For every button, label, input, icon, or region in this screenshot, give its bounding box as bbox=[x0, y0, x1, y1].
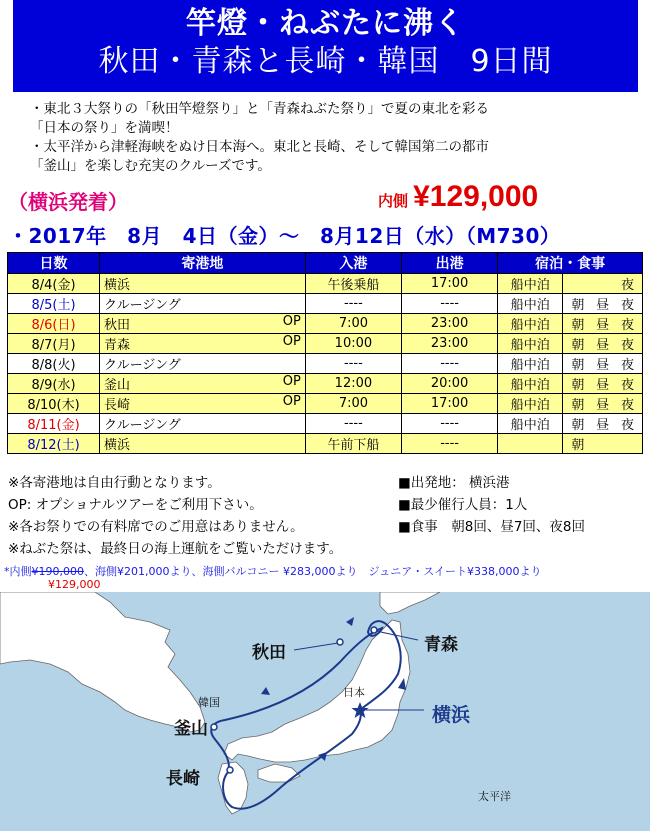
cell-departure: 23:00 bbox=[402, 334, 498, 354]
meal-breakfast: 朝 bbox=[571, 398, 585, 413]
cell-stay: 船中泊 bbox=[498, 274, 563, 294]
notes-right bbox=[398, 472, 585, 538]
meal-dinner: 夜 bbox=[620, 358, 634, 373]
meal-lunch: 昼 bbox=[596, 298, 610, 313]
cell-meals bbox=[563, 434, 643, 454]
cabin-prices bbox=[4, 563, 542, 579]
price-label: 内側 bbox=[378, 192, 409, 210]
cell-departure: ---- bbox=[402, 414, 498, 434]
label-yokohama: 横浜 bbox=[432, 704, 471, 726]
cell-arrival: 10:00 bbox=[305, 334, 401, 354]
port-name: クルージング bbox=[104, 418, 181, 433]
cell-meals bbox=[563, 394, 643, 414]
note-line: ※各お祭りでの有料席でのご用意はありません。 bbox=[8, 519, 304, 535]
description-line: 「日本の祭り」を満喫！ bbox=[30, 120, 179, 136]
header-cell-port: 寄港地 bbox=[100, 253, 306, 274]
port-dot-busan bbox=[211, 724, 217, 730]
notes-left bbox=[8, 472, 342, 560]
port-dot-nagasaki bbox=[227, 767, 233, 773]
cell-date: 8/10(木) bbox=[8, 394, 100, 414]
cell-stay: 船中泊 bbox=[498, 334, 563, 354]
cell-port bbox=[100, 294, 306, 314]
cell-date: 8/4(金) bbox=[8, 274, 100, 294]
price: ¥129,000 bbox=[413, 180, 539, 213]
cell-arrival: 7:00 bbox=[305, 314, 401, 334]
header-cell-arrival: 入港 bbox=[305, 253, 401, 274]
cell-meals bbox=[563, 354, 643, 374]
cell-arrival: ---- bbox=[305, 414, 401, 434]
table-row bbox=[8, 314, 643, 334]
cell-arrival: 午後乗船 bbox=[305, 274, 401, 294]
price-block bbox=[378, 180, 538, 214]
label-akita: 秋田 bbox=[252, 643, 286, 663]
cell-departure: 20:00 bbox=[402, 374, 498, 394]
meal-lunch: 昼 bbox=[596, 398, 610, 413]
cruise-dates: ・2017年 8月 4日（金）～ 8月12日（水）（M730） bbox=[8, 224, 561, 248]
label-pacific: 太平洋 bbox=[478, 790, 511, 803]
cell-departure: ---- bbox=[402, 294, 498, 314]
cell-departure: ---- bbox=[402, 434, 498, 454]
itinerary-table bbox=[7, 252, 643, 454]
cell-departure: 17:00 bbox=[402, 274, 498, 294]
title-banner bbox=[13, 0, 638, 92]
cell-meals bbox=[563, 274, 643, 294]
meal-breakfast: 朝 bbox=[571, 438, 585, 453]
info-line: ■出発地： 横浜港 bbox=[398, 475, 510, 491]
cell-port bbox=[100, 394, 306, 414]
itinerary-body bbox=[8, 274, 643, 454]
cell-departure: 23:00 bbox=[402, 314, 498, 334]
map-graphic bbox=[0, 592, 650, 831]
port-name: 横浜 bbox=[104, 438, 131, 453]
label-aomori: 青森 bbox=[424, 635, 458, 655]
cell-port bbox=[100, 274, 306, 294]
port-name: 秋田 bbox=[104, 318, 131, 333]
meal-breakfast: 朝 bbox=[571, 418, 585, 433]
departure-port: （横浜発着） bbox=[8, 190, 128, 214]
cell-meals bbox=[563, 334, 643, 354]
title-line-2: 秋田・青森と長崎・韓国 9日間 bbox=[98, 44, 553, 79]
description-line: 「釜山」を楽しむ充実のクルーズです。 bbox=[30, 158, 271, 174]
cell-date: 8/5(土) bbox=[8, 294, 100, 314]
cell-port bbox=[100, 354, 306, 374]
meal-breakfast: 朝 bbox=[571, 298, 585, 313]
cell-departure: 17:00 bbox=[402, 394, 498, 414]
meal-lunch: 昼 bbox=[596, 318, 610, 333]
meal-breakfast: 朝 bbox=[571, 358, 585, 373]
cabin-prefix: *内側 bbox=[4, 565, 32, 578]
cell-meals bbox=[563, 374, 643, 394]
description-line: ・東北３大祭りの「秋田竿燈祭り」と「青森ねぶた祭り」で夏の東北を彩る bbox=[30, 101, 489, 117]
optional-tour-flag: OP bbox=[282, 314, 301, 329]
note-line: OP: オプショナルツアーをご利用下さい。 bbox=[8, 497, 263, 513]
optional-tour-flag: OP bbox=[282, 374, 301, 389]
meal-dinner: 夜 bbox=[620, 378, 634, 393]
info-line: ■最少催行人員：1人 bbox=[398, 497, 528, 513]
label-busan: 釜山 bbox=[174, 719, 208, 739]
optional-tour-flag: OP bbox=[282, 394, 301, 409]
meal-breakfast: 朝 bbox=[571, 338, 585, 353]
cell-departure: ---- bbox=[402, 354, 498, 374]
cell-stay: 船中泊 bbox=[498, 354, 563, 374]
meal-breakfast: 朝 bbox=[571, 378, 585, 393]
table-row bbox=[8, 434, 643, 454]
cell-stay: 船中泊 bbox=[498, 294, 563, 314]
cell-meals bbox=[563, 294, 643, 314]
note-line: ※ねぶた祭は、最終日の海上運航をご覧いただけます。 bbox=[8, 541, 343, 557]
meal-dinner: 夜 bbox=[620, 278, 634, 293]
info-line: ■食事 朝8回、昼7回、夜8回 bbox=[398, 519, 586, 535]
cell-date: 8/8(火) bbox=[8, 354, 100, 374]
note-line: ※各寄港地は自由行動となります。 bbox=[8, 475, 221, 491]
cell-arrival: ---- bbox=[305, 294, 401, 314]
meal-lunch: 昼 bbox=[596, 358, 610, 373]
cell-stay: 船中泊 bbox=[498, 394, 563, 414]
cell-arrival: 午前下船 bbox=[305, 434, 401, 454]
port-name: 釜山 bbox=[104, 378, 131, 393]
table-row bbox=[8, 414, 643, 434]
cell-port bbox=[100, 414, 306, 434]
cell-port bbox=[100, 314, 306, 334]
description-line: ・太平洋から津軽海峡をぬけ日本海へ。東北と長崎、そして韓国第二の都市 bbox=[30, 139, 489, 155]
meal-lunch: 昼 bbox=[596, 378, 610, 393]
cell-stay: 船中泊 bbox=[498, 374, 563, 394]
table-header-row bbox=[8, 253, 643, 274]
cell-arrival: 7:00 bbox=[305, 394, 401, 414]
cell-date: 8/11(金) bbox=[8, 414, 100, 434]
cell-stay: 船中泊 bbox=[498, 414, 563, 434]
optional-tour-flag: OP bbox=[282, 334, 301, 349]
port-dot-aomori bbox=[371, 627, 377, 633]
cell-meals bbox=[563, 314, 643, 334]
port-name: 横浜 bbox=[104, 278, 131, 293]
old-price: ¥190,000 bbox=[31, 565, 84, 578]
table-row bbox=[8, 354, 643, 374]
label-korea: 韓国 bbox=[198, 696, 220, 709]
meal-dinner: 夜 bbox=[620, 318, 634, 333]
cell-stay bbox=[498, 434, 563, 454]
port-name: 青森 bbox=[104, 338, 131, 353]
meal-dinner: 夜 bbox=[620, 398, 634, 413]
cell-port bbox=[100, 334, 306, 354]
meal-lunch: 昼 bbox=[596, 418, 610, 433]
port-name: クルージング bbox=[104, 298, 181, 313]
tour-description bbox=[30, 100, 630, 176]
header-cell-days: 日数 bbox=[8, 253, 100, 274]
cell-date: 8/12(土) bbox=[8, 434, 100, 454]
table-row bbox=[8, 274, 643, 294]
cell-date: 8/9(水) bbox=[8, 374, 100, 394]
cell-arrival: 12:00 bbox=[305, 374, 401, 394]
meal-dinner: 夜 bbox=[620, 298, 634, 313]
cell-meals bbox=[563, 414, 643, 434]
meal-lunch: 昼 bbox=[596, 338, 610, 353]
port-name: クルージング bbox=[104, 358, 181, 373]
cell-arrival: ---- bbox=[305, 354, 401, 374]
cell-stay: 船中泊 bbox=[498, 314, 563, 334]
label-japan: 日本 bbox=[343, 686, 365, 699]
meal-dinner: 夜 bbox=[620, 418, 634, 433]
cell-date: 8/6(日) bbox=[8, 314, 100, 334]
port-dot-akita bbox=[337, 639, 343, 645]
meal-breakfast: 朝 bbox=[571, 318, 585, 333]
table-row bbox=[8, 294, 643, 314]
header-cell-stay-meals: 宿泊・食事 bbox=[498, 253, 643, 274]
meal-dinner: 夜 bbox=[620, 338, 634, 353]
cell-port bbox=[100, 374, 306, 394]
cell-port bbox=[100, 434, 306, 454]
title-line-1: 竿燈・ねぶたに沸く bbox=[186, 6, 465, 41]
cell-date: 8/7(月) bbox=[8, 334, 100, 354]
table-row bbox=[8, 374, 643, 394]
table-row bbox=[8, 394, 643, 414]
header-cell-departure: 出港 bbox=[402, 253, 498, 274]
port-name: 長崎 bbox=[104, 398, 131, 413]
new-price: ¥129,000 bbox=[48, 578, 101, 591]
label-nagasaki: 長崎 bbox=[166, 769, 200, 789]
table-row bbox=[8, 334, 643, 354]
cabin-price-list: 、海側¥201,000より、海側バルコニー ¥283,000より ジュニア・スイート¥338,000より bbox=[84, 565, 542, 578]
route-map bbox=[0, 592, 650, 831]
